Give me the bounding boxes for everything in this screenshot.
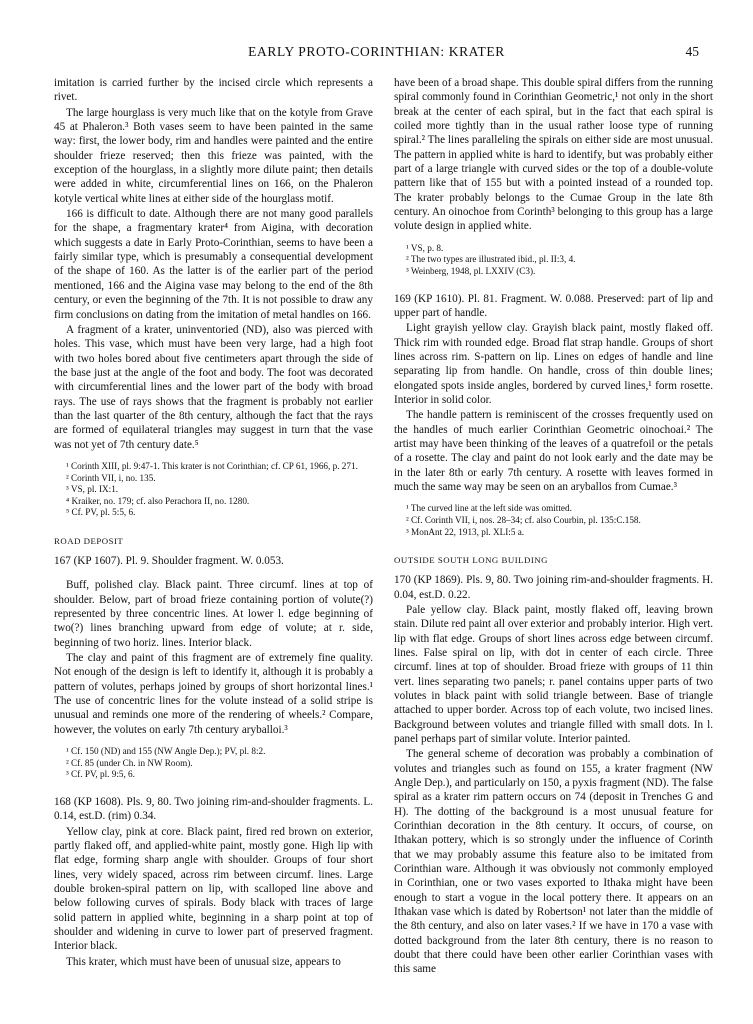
catalogue-entry-167: 167 (KP 1607). Pl. 9. Shoulder fragment. W. 0.053. xyxy=(54,554,284,567)
footnotes xyxy=(54,461,373,519)
footnote: ¹ The curved line at the left side was omitted. xyxy=(406,503,572,514)
footnote: ² Corinth VII, i, no. 135. xyxy=(66,472,156,483)
paragraph: Yellow clay, pink at core. Black paint, fired red brown on exterior, partly flaked off, and applied-white paint, mostly gone. High lip with flat edge, forming sharp angle with shoulder. Groups of four short lines, very widely spaced, across rim between circumf. lines. Large double broken-spiral pattern on lip, with scalloped line above and below following curves of spirals. Body black with traces of large solid pattern in applied white, beginning in a sharp point at top of shoulder and widening in curve to lower part of preserved fragment. Interior black. xyxy=(54,825,373,953)
running-header xyxy=(54,44,699,62)
footnote: ³ VS, pl. IX:1. xyxy=(66,484,119,495)
paragraph: 166 is difficult to date. Although there are not many good parallels for the shape, a fragmentary krater⁴ from Aigina, with decoration which suggests a date in Early Proto-Corinthian, seems to have been a fairly similar type, which is presumably a consequential development of the shape of 160. As the latter is of the earlier part of the period mentioned, 166 and the Aigina vase may belong to the end of the 8th century, or even the beginning of the 7th. It is not possible to draw any firm conclusions on dating from the imitation of metal handles on 166. xyxy=(54,208,373,321)
footnote: ² Cf. 85 (under Ch. in NW Room). xyxy=(66,757,193,768)
left-column xyxy=(54,76,373,969)
footnote: ³ Weinberg, 1948, pl. LXXIV (C3). xyxy=(406,265,536,276)
catalogue-entry-170: 170 (KP 1869). Pls. 9, 80. Two joining rim-and-shoulder fragments. H. 0.04, est.D. 0.22. xyxy=(394,574,713,601)
running-title: EARLY PROTO-CORINTHIAN: KRATER xyxy=(248,44,505,59)
section-heading: OUTSIDE SOUTH LONG BUILDING xyxy=(394,555,548,566)
paragraph: A fragment of a krater, uninventoried (ND), also was pierced with holes. This vase, which must have been very large, had a high foot with two holes bored about five centimeters apart through the side of the base just at the angle of the foot and body. The foot was decorated with circumferential lines and the lower part of the body with broad rays. The use of rays shows that the fragment is probably not earlier than the last quarter of the 8th century, although the fact that the rays are formed of equilateral triangles may suggest in turn that the vase was not yet of 7th century date.⁵ xyxy=(54,323,373,451)
footnotes xyxy=(54,746,373,781)
footnote: ² The two types are illustrated ibid., pl. II:3, 4. xyxy=(406,254,576,265)
page-number: 45 xyxy=(685,44,699,59)
paragraph: The large hourglass is very much like that on the kotyle from Grave 45 at Phaleron.³ Both vases seem to have been painted in the same way: first, the lower body, rim and handles were painted and the entire shoulder frieze reserved; then this frieze was painted, with the exception of the hourglass, in a slightly more dilute paint; then details were added in white, circumferential lines on 166, on the Phaleron kotyle vertical white lines at either side of the hourglass motif. xyxy=(54,106,373,205)
footnote: ³ MonAnt 22, 1913, pl. XLI:5 a. xyxy=(406,526,525,537)
footnote: ⁴ Kraiker, no. 179; cf. also Perachora II, no. 1280. xyxy=(66,495,250,506)
right-column xyxy=(394,76,713,977)
section-heading: ROAD DEPOSIT xyxy=(54,535,124,546)
footnote: ³ Cf. PV, pl. 9:5, 6. xyxy=(66,769,135,780)
footnote: ¹ Corinth XIII, pl. 9:47-1. This krater is not Corinthian; cf. CP 61, 1966, p. 271. xyxy=(66,460,358,471)
paragraph: The clay and paint of this fragment are of extremely fine quality. Not enough of the design is left to identify it, although it is probably a pattern of volutes, perhaps joined by groups of short horizontal lines.¹ The use of concentric lines for the volute instead of a solid stripe is unusual and reminds one more of the rendering of wheels.² Compare, however, the volutes on early 7th century aryballoi.³ xyxy=(54,651,373,736)
footnote: ² Cf. Corinth VII, i, nos. 28–34; cf. also Courbin, pl. 135:C.158. xyxy=(406,514,641,525)
footnotes xyxy=(394,243,713,278)
paragraph: have been of a broad shape. This double spiral differs from the running spiral commonly found in Corinthian Geometric,¹ not only in the short break at the center of each spiral, but in the fact that each spiral is coiled more tightly than in the usual rather loose type of running spiral.² The lines paralleling the spirals on either side are most unusual. The pattern in applied white is hard to identify, but was probably either part of a large triangle with curved sides or the top of a double-volute pattern like that of 155 but with a pointed instead of a rounded top. The krater probably belongs to the Cumae Group in the late 8th century. An oinochoe from Corinth³ belonging to this group has a large volute design in applied white. xyxy=(394,77,713,233)
footnote: ⁵ Cf. PV, pl. 5:5, 6. xyxy=(66,507,136,518)
paragraph: imitation is carried further by the incised circle which represents a rivet. xyxy=(54,77,373,104)
paragraph: Light grayish yellow clay. Grayish black paint, mostly flaked off. Thick rim with rounded edge. Broad flat strap handle. Groups of short lines across rim. S-pattern on lip. Lines on edges of handle and line separating lip from handle. On handle, cross of thin double lines; elongated spots inside angles, bordered by curved lines,¹ form rosette. Interior in solid color. xyxy=(394,322,713,406)
catalogue-entry-169: 169 (KP 1610). Pl. 81. Fragment. W. 0.088. Preserved: part of lip and upper part of handle. xyxy=(394,292,713,319)
paragraph: This krater, which must have been of unusual size, appears to xyxy=(66,955,341,968)
paragraph: The handle pattern is reminiscent of the crosses frequently used on the handles of much earlier Corinthian Geometric oinochoai.² The artist may have been thinking of the leaves of a quatrefoil or the petals of a rosette. The clay and paint do not look early and the date may be in the later 8th or early 7th century. A rosette with leaves formed in much the same way may be seen on an aryballos from Cumae.³ xyxy=(394,409,713,494)
footnotes xyxy=(394,503,713,538)
paragraph: The general scheme of decoration was probably a combination of volutes and triangles such as found on 155, a krater fragment (NW Angle Dep.), and particularly on 150, a pyxis fragment (ND). The false spiral as a krater rim pattern occurs on 74 (deposit in Trenches G and H). The dotting of the background is a most unusual feature for Corinthian decoration in the 8th century. It occurs, of course, on Ithakan pottery, which is so strongly under the influence of Corinth that we may probably assume this feature also to be imitated from Corinthian ware. Although it was obviously not commonly employed in Corinthian, one or two vases exported to Ithaka might have been enough to start a vogue in the local pottery there. It appears on an Ithakan vase which is dated by Robertson¹ not later than the middle of the 8th century, and also on later vases.² If we have in 170 a vase with dotted background from the later 8th century, there is no reason to doubt that there could have been other earlier Corinthian vases with this same xyxy=(394,748,713,976)
paragraph: Buff, polished clay. Black paint. Three circumf. lines at top of shoulder. Below, part of broad frieze containing portion of volute(?) represented by three concentric lines. At lower l. edge beginning of two(?) lines branching upward from edge of volute; at r. side, beginning of two horiz. lines. Interior black. xyxy=(54,579,373,649)
footnote: ¹ VS, p. 8. xyxy=(406,242,444,253)
catalogue-entry-168: 168 (KP 1608). Pls. 9, 80. Two joining rim-and-shoulder fragments. L. 0.14, est.D. (rim) 0.34. xyxy=(54,795,373,823)
paragraph: Pale yellow clay. Black paint, mostly flaked off, leaving brown stain. Dilute red paint all over exterior and probably interior. High vert. lip with flat edge. Groups of short lines across edge between circumf. lines. False spiral on lip, with dot in center of each circle. Three circumf. lines at top of shoulder. Broad frieze with groups of 11 thin vert. lines separating two panels; r. panel contains upper parts of two volutes in black paint with solid triangle between. Base of triangle attached to upper border. Across top of each volute, two incised lines. Background between volutes and triangle filled with small dots. In l. panel perhaps part of similar volute. Interior painted. xyxy=(394,603,713,745)
footnote: ¹ Cf. 150 (ND) and 155 (NW Angle Dep.); PV, pl. 8:2. xyxy=(66,746,266,757)
